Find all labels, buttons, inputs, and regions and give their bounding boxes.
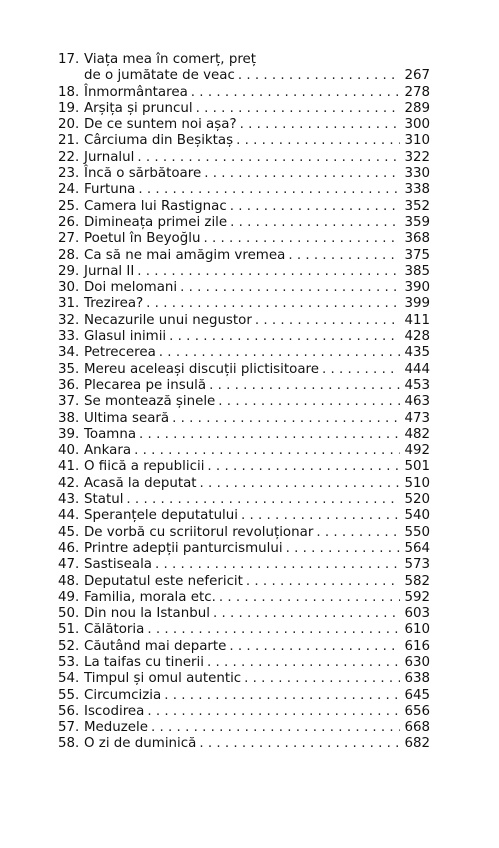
toc-entry [58, 508, 430, 524]
toc-entry [58, 459, 430, 475]
dot-leader [164, 688, 400, 704]
toc-entry-number: 53. [58, 654, 80, 670]
toc-entry-title: Încă o sărbătoare [84, 166, 202, 182]
toc-entry-number: 26. [58, 214, 80, 230]
dot-leader [203, 231, 400, 247]
toc-entry [58, 52, 430, 68]
dot-leader [244, 671, 400, 687]
toc-entry-number: 30. [58, 280, 80, 296]
toc-entry-page: 473 [404, 410, 430, 426]
toc-entry [58, 133, 430, 149]
toc-entry-page: 540 [404, 508, 430, 524]
dot-leader [286, 541, 400, 557]
toc-entry-title: Camera lui Rastignac [84, 198, 227, 214]
toc-entry-number: 36. [58, 377, 80, 393]
dot-leader [240, 117, 400, 133]
toc-entry-title: Arșița și pruncul [84, 100, 193, 116]
toc-entry-page: 322 [404, 149, 430, 165]
dot-leader [200, 476, 400, 492]
dot-leader [230, 199, 400, 215]
dot-leader [213, 606, 400, 622]
toc-entry-page: 656 [404, 703, 430, 719]
dot-leader [199, 736, 400, 752]
toc-entry-page: 550 [404, 524, 430, 540]
toc-entry-page: 463 [404, 394, 430, 410]
toc-entry-title: Circumcizia [84, 687, 162, 703]
toc-entry-number: 24. [58, 182, 80, 198]
toc-entry-number: 33. [58, 329, 80, 345]
toc-entry [58, 264, 430, 280]
toc-entry-number: 22. [58, 149, 80, 165]
dot-leader [218, 394, 400, 410]
toc-entry-title: Ultima seară [84, 410, 170, 426]
toc-entry [58, 639, 430, 655]
toc-entry-number: 25. [58, 198, 80, 214]
toc-entry-page: 492 [404, 443, 430, 459]
dot-leader [159, 345, 400, 361]
toc-entry-title: Petrecerea [84, 345, 156, 361]
toc-entry-number: 42. [58, 475, 80, 491]
dot-leader [196, 101, 400, 117]
toc-entry-title: Printre adepții panturcismului [84, 540, 283, 556]
toc-entry-page: 501 [404, 459, 430, 475]
toc-entry-title: Viața mea în comerț, preț [84, 52, 257, 67]
toc-entry-number: 56. [58, 703, 80, 719]
toc-entry-title: Statul [84, 492, 124, 508]
toc-entry [58, 280, 430, 296]
toc-entry [58, 199, 430, 215]
dot-leader [255, 313, 400, 329]
toc-entry [58, 736, 430, 752]
toc-entry-page: 428 [404, 329, 430, 345]
toc-entry-title: Speranțele deputatului [84, 508, 238, 524]
dot-leader [219, 590, 400, 606]
toc-entry-page: 573 [404, 557, 430, 573]
toc-entry [58, 720, 430, 736]
toc-entry-number: 43. [58, 492, 80, 508]
toc-entry-title: O zi de duminică [84, 736, 197, 752]
toc-entry-page: 638 [404, 671, 430, 687]
toc-entry-title: Familia, morala etc. [84, 589, 216, 605]
toc-entry-title: Timpul și omul autentic [84, 671, 242, 687]
toc-entry-title: Trezirea? [84, 296, 144, 312]
toc-entry-title: Mereu aceleași discuții plictisitoare [84, 361, 319, 377]
toc-entry-title: O fiică a republicii [84, 459, 205, 475]
toc-entry-number: 55. [58, 687, 80, 703]
toc-entry-title: De vorbă cu scriitorul revoluționar [84, 524, 314, 540]
toc-entry-number: 39. [58, 426, 80, 442]
toc-entry-number: 35. [58, 361, 80, 377]
toc-entry-number: 19. [58, 100, 80, 116]
toc-entry [58, 671, 430, 687]
toc-entry [58, 704, 430, 720]
dot-leader [137, 264, 400, 280]
dot-leader [236, 133, 400, 149]
toc-entry-title: Poetul în Beyoğlu [84, 231, 201, 247]
toc-entry-number: 45. [58, 524, 80, 540]
dot-leader [138, 182, 400, 198]
toc-entry-title: Furtuna [84, 182, 136, 198]
toc-entry [58, 590, 430, 606]
toc-entry-title: Deputatul este nefericit [84, 573, 243, 589]
toc-entry-title: Cârciuma din Beșiktaș [84, 133, 234, 149]
toc-entry-page: 289 [404, 100, 430, 116]
toc-entry [58, 215, 430, 231]
toc-entry-title: La taifas cu tinerii [84, 654, 204, 670]
toc-entry [58, 476, 430, 492]
toc-entry-page: 390 [404, 280, 430, 296]
toc-entry-title: Căutând mai departe [84, 638, 227, 654]
toc-entry-page: 630 [404, 654, 430, 670]
toc-entry-number: 51. [58, 622, 80, 638]
toc-entry-page: 603 [404, 606, 430, 622]
toc-entry-page: 310 [404, 133, 430, 149]
toc-entry-page: 616 [404, 638, 430, 654]
toc-entry-page: 582 [404, 573, 430, 589]
toc-entry [58, 362, 430, 378]
toc-entry-page: 668 [404, 720, 430, 736]
toc-entry-title: Doi melomani [84, 280, 178, 296]
dot-leader [238, 68, 400, 84]
dot-leader [139, 427, 400, 443]
toc-entry-title: De ce suntem noi așa? [84, 117, 237, 133]
toc-entry-number: 40. [58, 443, 80, 459]
toc-entry-number: 47. [58, 557, 80, 573]
toc-entry-page: 411 [404, 312, 430, 328]
dot-leader [137, 150, 400, 166]
toc-entry-continuation [58, 68, 430, 84]
toc-entry-page: 352 [404, 198, 430, 214]
toc-entry [58, 329, 430, 345]
dot-leader [147, 622, 400, 638]
toc-entry-title: Din nou la Istanbul [84, 606, 210, 622]
toc-entry [58, 622, 430, 638]
toc-entry [58, 394, 430, 410]
toc-entry-page: 368 [404, 231, 430, 247]
toc-entry [58, 688, 430, 704]
toc-entry-number: 32. [58, 312, 80, 328]
toc-entry [58, 443, 430, 459]
toc-entry-title: Ca să ne mai amăgim vremea [84, 247, 286, 263]
toc-entry [58, 574, 430, 590]
toc-entry-page: 399 [404, 296, 430, 312]
toc-entry-page: 385 [404, 263, 430, 279]
toc-entry-number: 52. [58, 638, 80, 654]
toc-entry-page: 267 [404, 68, 430, 84]
toc-entry-number: 48. [58, 573, 80, 589]
dot-leader [288, 248, 400, 264]
dot-leader [155, 557, 400, 573]
toc-entry [58, 85, 430, 101]
toc-entry [58, 411, 430, 427]
toc-entry-page: 610 [404, 622, 430, 638]
toc-entry-title: Meduzele [84, 720, 149, 736]
toc-entry [58, 525, 430, 541]
toc-entry [58, 492, 430, 508]
dot-leader [316, 525, 400, 541]
dot-leader [126, 492, 400, 508]
toc-entry-page: 444 [404, 361, 430, 377]
toc-entry-page: 278 [404, 84, 430, 100]
toc-entry-title: Înmormântarea [84, 84, 188, 100]
dot-leader [172, 411, 400, 427]
toc-entry-title-continued: de o jumătate de veac [84, 68, 235, 84]
toc-entry-page: 435 [404, 345, 430, 361]
toc-entry [58, 182, 430, 198]
toc-entry-page: 592 [404, 589, 430, 605]
toc-entry [58, 606, 430, 622]
toc-entry-number: 18. [58, 84, 80, 100]
toc-entry [58, 313, 430, 329]
toc-entry-number: 20. [58, 117, 80, 133]
toc-entry-number: 38. [58, 410, 80, 426]
toc-entry-title: Plecarea pe insulă [84, 377, 207, 393]
toc-entry [58, 248, 430, 264]
toc-entry-number: 41. [58, 459, 80, 475]
toc-entry-number: 50. [58, 606, 80, 622]
toc-entry-page: 375 [404, 247, 430, 263]
dot-leader [169, 329, 400, 345]
toc-entry-number: 31. [58, 296, 80, 312]
toc-entry [58, 345, 430, 361]
dot-leader [180, 280, 400, 296]
dot-leader [151, 720, 400, 736]
dot-leader [147, 704, 400, 720]
toc-entry-number: 34. [58, 345, 80, 361]
toc-entry-page: 330 [404, 166, 430, 182]
toc-entry-number: 37. [58, 394, 80, 410]
dot-leader [230, 215, 400, 231]
toc-entry-number: 49. [58, 589, 80, 605]
dot-leader [241, 508, 400, 524]
toc-entry-number: 29. [58, 263, 80, 279]
dot-leader [207, 655, 400, 671]
dot-leader [207, 459, 400, 475]
toc-entry-page: 453 [404, 377, 430, 393]
toc-entry-title: Călătoria [84, 622, 145, 638]
toc-entry-page: 300 [404, 117, 430, 133]
toc-entry [58, 557, 430, 573]
toc-entry-number: 44. [58, 508, 80, 524]
toc-entry-page: 520 [404, 492, 430, 508]
toc-entry-title: Se montează șinele [84, 394, 216, 410]
toc-entry-page: 338 [404, 182, 430, 198]
toc-entry-number: 21. [58, 133, 80, 149]
toc-entry-title: Dimineața primei zile [84, 214, 228, 230]
toc-entry-title: Necazurile unui negustor [84, 312, 252, 328]
toc-entry-number: 28. [58, 247, 80, 263]
toc-entry [58, 101, 430, 117]
toc-entry-number: 17. [58, 52, 80, 67]
toc-entry-title: Ankara [84, 443, 132, 459]
toc-entry-title: Jurnal II [84, 263, 135, 279]
toc-entry [58, 541, 430, 557]
toc-entry-page: 564 [404, 540, 430, 556]
toc-entry-title: Glasul inimii [84, 329, 167, 345]
table-of-contents [58, 52, 430, 753]
toc-entry-number: 58. [58, 736, 80, 752]
toc-entry [58, 655, 430, 671]
toc-entry [58, 166, 430, 182]
toc-entry [58, 231, 430, 247]
toc-entry-page: 682 [404, 736, 430, 752]
toc-entry [58, 378, 430, 394]
toc-entry [58, 427, 430, 443]
toc-entry-number: 57. [58, 720, 80, 736]
toc-entry-title: Acasă la deputat [84, 475, 197, 491]
dot-leader [191, 85, 400, 101]
dot-leader [322, 362, 400, 378]
dot-leader [146, 296, 400, 312]
dot-leader [204, 166, 400, 182]
toc-entry-number: 23. [58, 166, 80, 182]
toc-entry-page: 510 [404, 475, 430, 491]
toc-entry-title: Sastiseala [84, 557, 152, 573]
toc-entry-number: 27. [58, 231, 80, 247]
toc-entry-page: 645 [404, 687, 430, 703]
dot-leader [229, 639, 400, 655]
toc-entry-number: 46. [58, 540, 80, 556]
toc-entry-title: Iscodirea [84, 703, 145, 719]
toc-entry-page: 482 [404, 426, 430, 442]
toc-entry-title: Jurnalul [84, 149, 135, 165]
dot-leader [246, 574, 400, 590]
toc-entry [58, 296, 430, 312]
toc-entry-page: 359 [404, 214, 430, 230]
dot-leader [209, 378, 400, 394]
toc-entry-number: 54. [58, 671, 80, 687]
dot-leader [134, 443, 400, 459]
toc-entry [58, 117, 430, 133]
toc-entry-title: Toamna [84, 426, 137, 442]
toc-entry [58, 150, 430, 166]
